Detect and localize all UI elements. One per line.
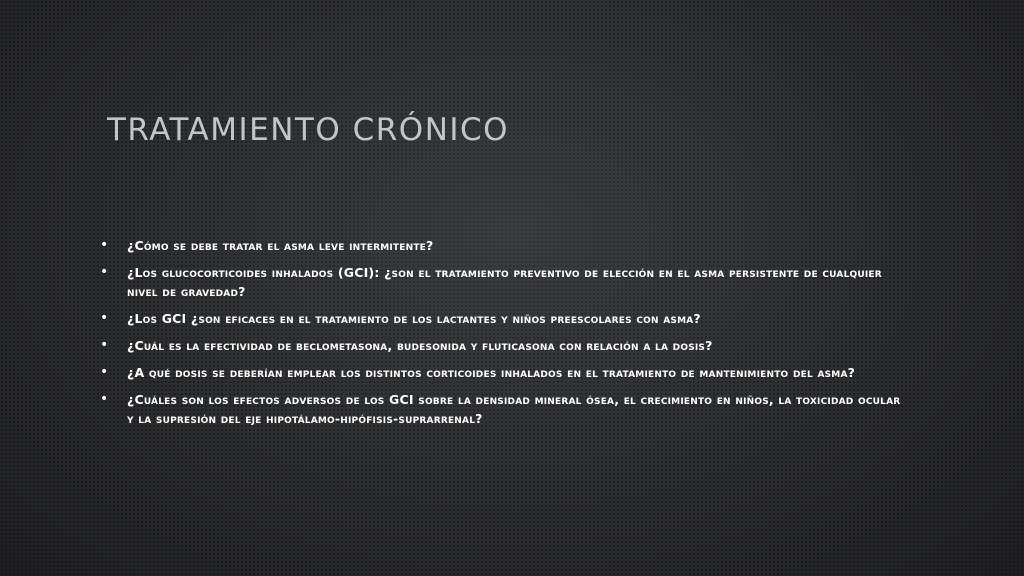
bullet-list — [100, 236, 910, 436]
bullet-text: ¿Cuál es la efectividad de beclometasona, budesonida y fluticasona con relación a la dosis? — [127, 338, 713, 353]
bullet-icon: • — [100, 310, 109, 326]
bullet-item — [100, 263, 910, 301]
bullet-item — [100, 336, 910, 355]
bullet-icon: • — [100, 264, 109, 280]
slide-title: TRATAMIENTO CRÓNICO — [107, 112, 510, 148]
bullet-text: ¿Cuáles son los efectos adversos de los GCI sobre la densidad mineral ósea, el crecimiento en niños, la toxicidad ocular y la supresión del eje hipotálamo-hipófisis-suprarrenal? — [127, 392, 901, 426]
bullet-icon: • — [100, 237, 109, 253]
bullet-text: ¿Los GCI ¿son eficaces en el tratamiento de los lactantes y niños preescolares con asma? — [127, 311, 701, 326]
bullet-item — [100, 363, 910, 382]
bullet-text: ¿Los glucocorticoides inhalados (GCI): ¿son el tratamiento preventivo de elección en el asma persistente de cualquier nivel de gravedad? — [127, 265, 882, 299]
bullet-icon: • — [100, 391, 109, 407]
bullet-item — [100, 390, 910, 428]
bullet-icon: • — [100, 364, 109, 380]
bullet-item — [100, 309, 910, 328]
bullet-item — [100, 236, 910, 255]
bullet-icon: • — [100, 337, 109, 353]
bullet-text: ¿A qué dosis se deberían emplear los distintos corticoides inhalados en el tratamiento de mantenimiento del asma? — [127, 365, 856, 380]
bullet-text: ¿Cómo se debe tratar el asma leve intermitente? — [127, 238, 434, 253]
